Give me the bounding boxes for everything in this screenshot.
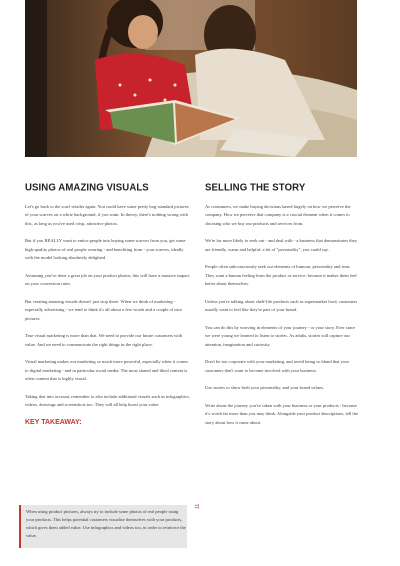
right-column: [205, 182, 358, 436]
body-paragraph: Use stories to show both your personality, and your brand values.: [205, 385, 324, 391]
body-paragraph: Assuming you've done a great job on your product photos, this will have a massive impact on your conversion rates.: [25, 272, 190, 287]
body-paragraph: Don't be too corporate with your marketing, and avoid being so bland that your customers don't want to become involved with your business.: [205, 359, 350, 373]
section-heading-story: SELLING THE STORY: [205, 182, 306, 194]
body-paragraph: You can do this by weaving in elements of your journey - or your story. Ever since we were young we learned to listen to stories. As adults, stories still capture our attention, imagination and curiosity.: [205, 324, 356, 347]
body-paragraph: But creating amazing visuals doesn't just stop there. When we think of marketing - especially advertising - we tend to think it's all about a few words and a couple of nice pictures.: [25, 298, 183, 321]
body-paragraph: Taking that into account, remember to also include additional visuals such as infographics, videos, drawings and screenshots too. They will all help boost your value.: [25, 393, 190, 408]
page-number: 11: [195, 503, 201, 509]
body-paragraph: Write about the journey you've taken with your business or your products - because it's worth far more than you may think. Alongside your product descriptions, tell the story about how it came about.: [205, 402, 358, 425]
body-paragraph: We're far more likely to seek out - and deal with - a business that demonstrates they are friendly, warm and helpful: a bit of "personality", you could say.: [205, 238, 357, 252]
body-paragraph: Let's go back to the scarf retailer again. You could have some pretty bog-standard pictures of your scarves on a white background, if you want. In theory, there's nothing wrong with this, as long as you've used crisp, attractive photos.: [25, 204, 189, 226]
key-takeaway-box: [19, 505, 187, 548]
hero-photo: [25, 0, 357, 157]
body-paragraph: Visual marketing makes our marketing so much more powerful, especially when it comes to digital marketing - and in particular social media. The most shared and liked content is often content that is highly visual.: [25, 359, 188, 382]
key-takeaway-label: KEY TAKEAWAY:: [25, 418, 82, 426]
left-column: [25, 182, 190, 434]
body-paragraph: True visual marketing is more than that. We need to provide our future customers with value. And we need to communicate the right things in the right place.: [25, 333, 183, 347]
body-paragraph: As consumers, we make buying decisions based largely on how we perceive the company. How we perceive that company is a crucial element when it comes to choosing who we buy our products and services from.: [205, 204, 351, 226]
body-paragraph: Unless you're talking about shelf-life products such as supermarket food, customers usually want to feel like they're part of your brand.: [205, 298, 358, 313]
body-paragraph: People often subconsciously seek out elements of humour, personality and trust. They want a human feeling from the product or service, because it makes them feel better about themselves.: [205, 264, 357, 287]
key-takeaway-text: When using product pictures, always try to include some photos of real people using your products. This helps potential customers visualise themselves with your products, which gives them added value. Use infographics and videos too, in order to reinforce the value.: [26, 509, 186, 539]
body-paragraph: But if you REALLY want to entice people into buying some scarves from you, get some high-quality photos of real people wearing - and benefiting from - your scarves, ideally with the model looking absolutely delighted.: [25, 238, 186, 261]
section-heading-visuals: USING AMAZING VISUALS: [25, 182, 149, 194]
